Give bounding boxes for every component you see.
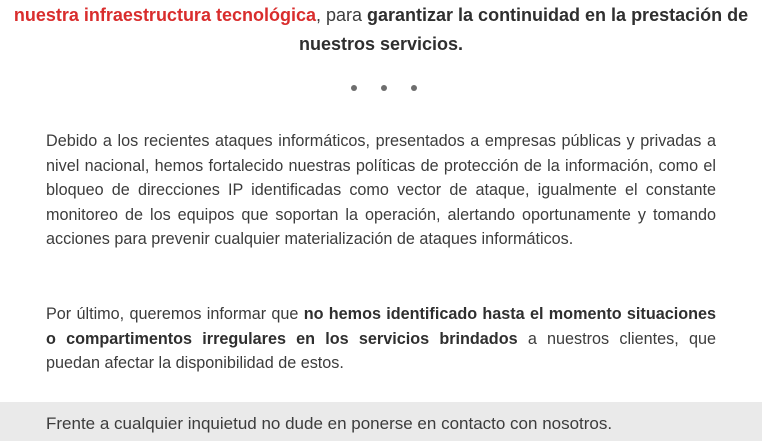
- separator-dot: [381, 85, 387, 91]
- status-paragraph-tail: a nuestros clientes, que puedan afectar la disponibilidad de estos.: [46, 329, 716, 372]
- separator-dot: [411, 85, 417, 91]
- contact-footer-text: Frente a cualquier inquietud no dude en ponerse en contacto con nosotros.: [46, 414, 613, 433]
- security-paragraph: Debido a los recientes ataques informáticos, presentados a empresas públicas y privadas a nivel nacional, hemos fortalecido nuestras políticas de protección de la información, como el bloqueo de direcciones IP identificadas como vector de ataque, igualmente el constante monitoreo de los equipos que soportan la operación, alertando oportunamente y tomando acciones para prevenir cualquier materialización de ataques informáticos.: [46, 132, 716, 248]
- contact-footer: [0, 402, 762, 441]
- status-paragraph-emphasis: no hemos identificado hasta el momento situaciones o compartimentos irregulares en los servicios brindados: [46, 305, 716, 348]
- intro-connector: , para: [315, 5, 368, 25]
- intro-emphasis: garantizar la continuidad en la prestación de nuestros servicios.: [298, 5, 749, 54]
- section-separator: [0, 78, 762, 98]
- intro-highlight: nuestra infraestructura tecnológica: [13, 5, 316, 25]
- status-paragraph-lead: Por último, queremos informar que: [46, 305, 304, 323]
- status-paragraph: [46, 302, 716, 376]
- separator-dot: [351, 85, 357, 91]
- intro-heading: [0, 1, 762, 59]
